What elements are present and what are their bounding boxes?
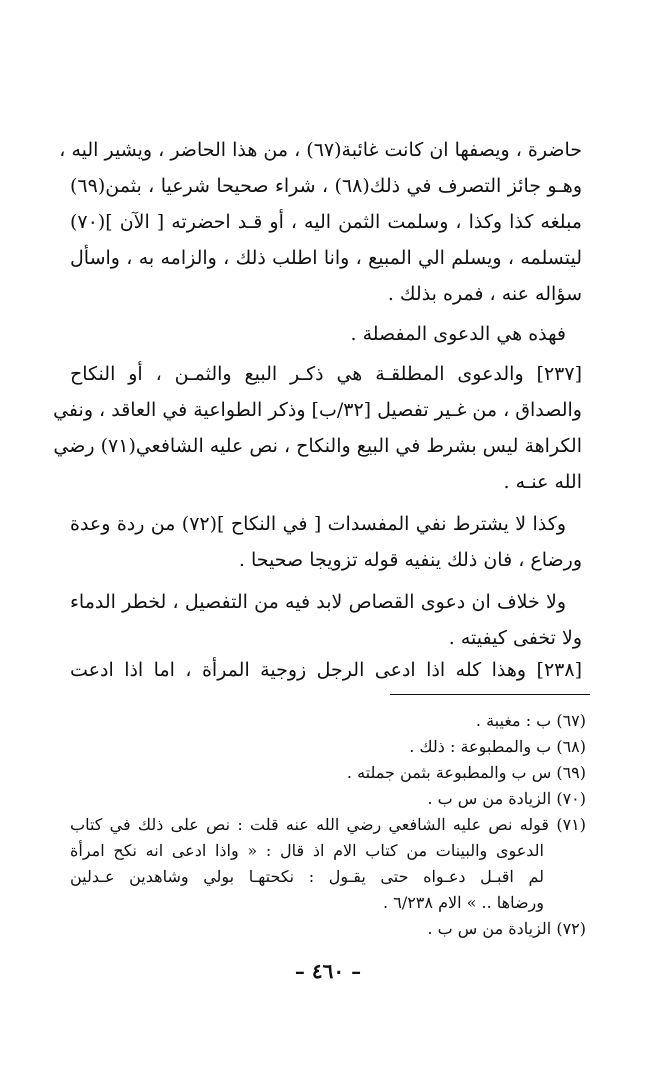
- text-line: [٢٣٨] وهذا كله اذا ادعى الرجل زوجية المرأة ، اما اذا ادعت: [70, 659, 582, 681]
- text-line: فهذه هي الدعوى المفصلة .: [350, 323, 566, 345]
- footnote: (٧١) قوله نص عليه الشافعي رضي الله عنه قلت : نص على ذلك في كتاب: [70, 815, 587, 834]
- footnote-continuation: ورضاها .. » الام ٦/٢٣٨ .: [383, 893, 544, 912]
- footnote: (٦٧) ب : مغيبة .: [475, 711, 586, 730]
- footnote: (٦٩) س ب والمطبوعة بثمن جملته .: [346, 763, 586, 782]
- footnote-continuation: لم اقبـل دعـواه حتى يقـول : نكحتهـا بولي وشاهدين عـدلين: [70, 867, 544, 886]
- text-line: وكذا لا يشترط نفي المفسدات [ في النكاح ](٧٢) من ردة وعدة: [70, 513, 566, 535]
- text-line: وهـو جائز التصرف في ذلك(٦٨) ، شراء صحيحا شرعيا ، بثمن(٦٩): [70, 175, 582, 197]
- footnote: (٦٨) ب والمطبوعة : ذلك .: [409, 737, 586, 756]
- footnote-separator: [390, 694, 590, 695]
- text-line: حاضرة ، ويصفها ان كانت غائبة(٦٧) ، من هذا الحاضر ، ويشير اليه ،: [59, 139, 582, 161]
- text-line: الكراهة ليس بشرط في البيع والنكاح ، نص عليه الشافعي(٧١) رضي: [53, 435, 582, 457]
- footnote-continuation: الدعوى والبينات من كتاب الام اذ قال : « واذا ادعى انه نكح امرأة: [70, 841, 544, 860]
- text-line: مبلغه كذا وكذا ، وسلمت الثمن اليه ، أو قـد احضرته [ الآن ](٧٠): [70, 211, 582, 233]
- text-line: والصداق ، من غـير تفصيل [٣٢/ب] وذكر الطواعية في العاقد ، ونفي: [53, 399, 582, 421]
- text-line: ورضاع ، فان ذلك ينفيه قوله تزويجا صحيحا .: [238, 549, 582, 571]
- text-line: ليتسلمه ، ويسلم الي المبيع ، وانا اطلب ذلك ، والزامه به ، واسأل: [70, 247, 582, 269]
- text-line: ولا تخفى كيفيته .: [448, 627, 582, 649]
- footnote: (٧٠) الزيادة من س ب .: [427, 789, 586, 808]
- page-number: – ٤٦٠ –: [294, 959, 362, 983]
- text-line: ولا خلاف ان دعوى القصاص لابد فيه من التفصيل ، لخطر الدماء: [70, 591, 566, 613]
- footnote: (٧٢) الزيادة من س ب .: [427, 919, 586, 938]
- text-line: سؤاله عنه ، فمره بذلك .: [387, 283, 582, 305]
- text-line: الله عنـه .: [503, 471, 582, 493]
- text-line: [٢٣٧] والدعوى المطلقـة هي ذكـر البيع والثمـن ، أو النكاح: [70, 363, 582, 385]
